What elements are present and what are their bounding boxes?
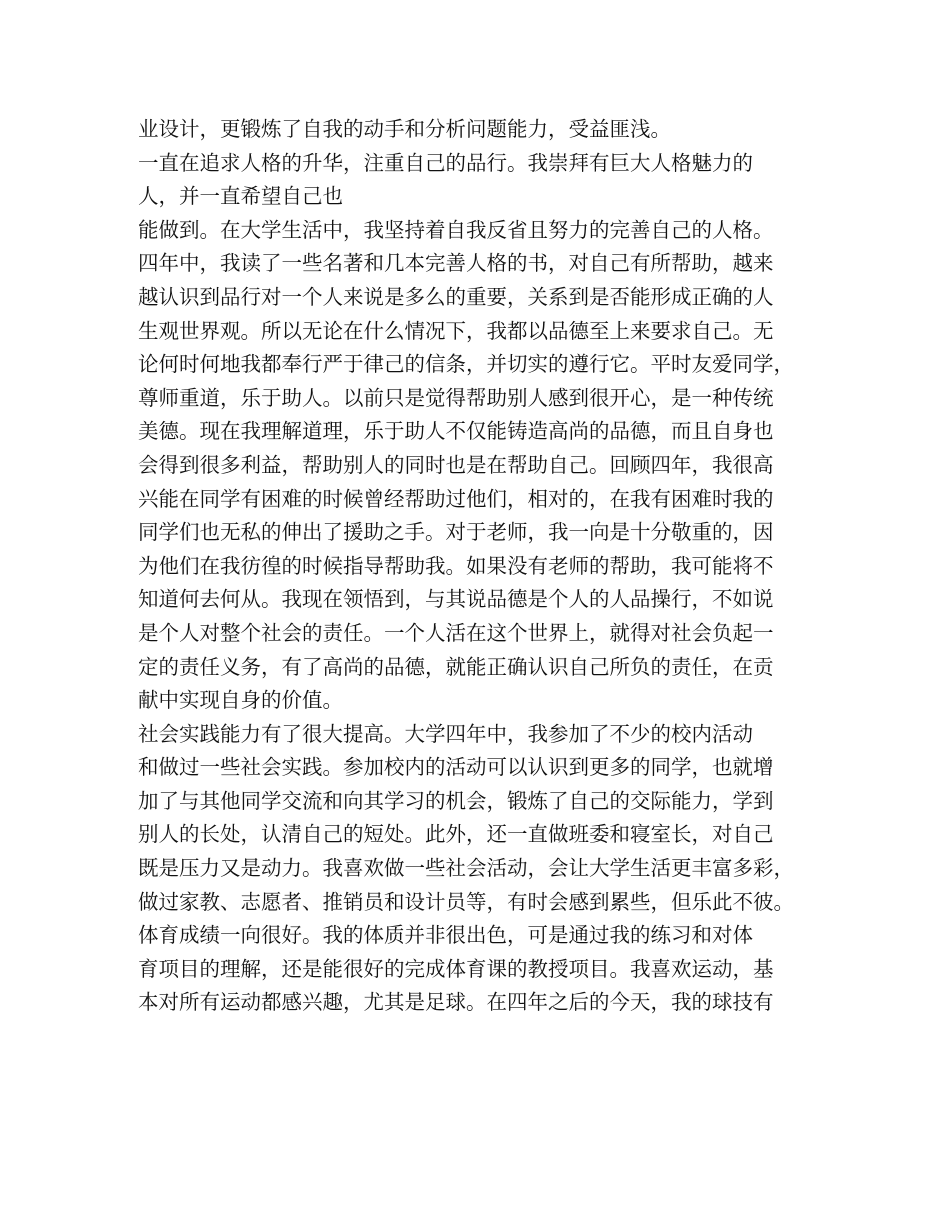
text-line: 和做过一些社会实践。参加校内的活动可以认识到更多的同学，也就增 [138,755,774,780]
text-line: 美德。现在我理解道理，乐于助人不仅能铸造高尚的品德，而且自身也 [138,419,774,444]
text-line: 论何时何地我都奉行严于律己的信条，并切实的遵行它。平时友爱同学， [138,352,794,377]
text-line: 为他们在我彷徨的时候指导帮助我。如果没有老师的帮助，我可能将不 [138,553,774,578]
text-line: 四年中，我读了一些名著和几本完善人格的书，对自己有所帮助，越来 [138,251,774,276]
text-line: 是个人对整个社会的责任。一个人活在这个世界上，就得对社会负起一 [138,620,774,645]
text-line: 能做到。在大学生活中，我坚持着自我反省且努力的完善自己的人格。 [138,217,774,242]
text-line: 育项目的理解，还是能很好的完成体育课的教授项目。我喜欢运动，基 [138,956,774,981]
text-line: 别人的长处，认清自己的短处。此外，还一直做班委和寝室长，对自己 [138,822,774,847]
text-line: 知道何去何从。我现在领悟到，与其说品德是个人的人品操行，不如说 [138,587,774,612]
text-line: 越认识到品行对一个人来说是多么的重要，关系到是否能形成正确的人 [138,284,774,309]
text-line: 一直在追求人格的升华，注重自己的品行。我崇拜有巨大人格魅力的 [138,150,753,175]
text-line: 生观世界观。所以无论在什么情况下，我都以品德至上来要求自己。无 [138,318,774,343]
text-line: 同学们也无私的伸出了援助之手。对于老师，我一向是十分敬重的，因 [138,520,774,545]
text-line: 社会实践能力有了很大提高。大学四年中，我参加了不少的校内活动 [138,721,753,746]
text-line: 兴能在同学有困难的时候曾经帮助过他们，相对的，在我有困难时我的 [138,486,774,511]
text-line: 业设计，更锻炼了自我的动手和分析问题能力，受益匪浅。 [138,117,671,141]
text-line: 加了与其他同学交流和向其学习的机会，锻炼了自己的交际能力，学到 [138,788,774,813]
text-line: 人，并一直希望自己也 [138,184,343,209]
text-line: 既是压力又是动力。我喜欢做一些社会活动，会让大学生活更丰富多彩， [138,856,794,881]
text-line: 体育成绩一向很好。我的体质并非很出色，可是通过我的练习和对体 [138,923,753,948]
body-text [138,113,828,1020]
text-line: 本对所有运动都感兴趣，尤其是足球。在四年之后的今天，我的球技有 [138,990,774,1015]
text-line: 献中实现自身的价值。 [138,688,343,713]
text-line: 做过家教、志愿者、推销员和设计员等，有时会感到累些，但乐此不彼。 [138,889,794,914]
text-line: 定的责任义务，有了高尚的品德，就能正确认识自己所负的责任，在贡 [138,654,774,679]
text-line: 会得到很多利益，帮助别人的同时也是在帮助自己。回顾四年，我很高 [138,452,774,477]
text-line: 尊师重道，乐于助人。以前只是觉得帮助别人感到很开心，是一种传统 [138,385,774,410]
